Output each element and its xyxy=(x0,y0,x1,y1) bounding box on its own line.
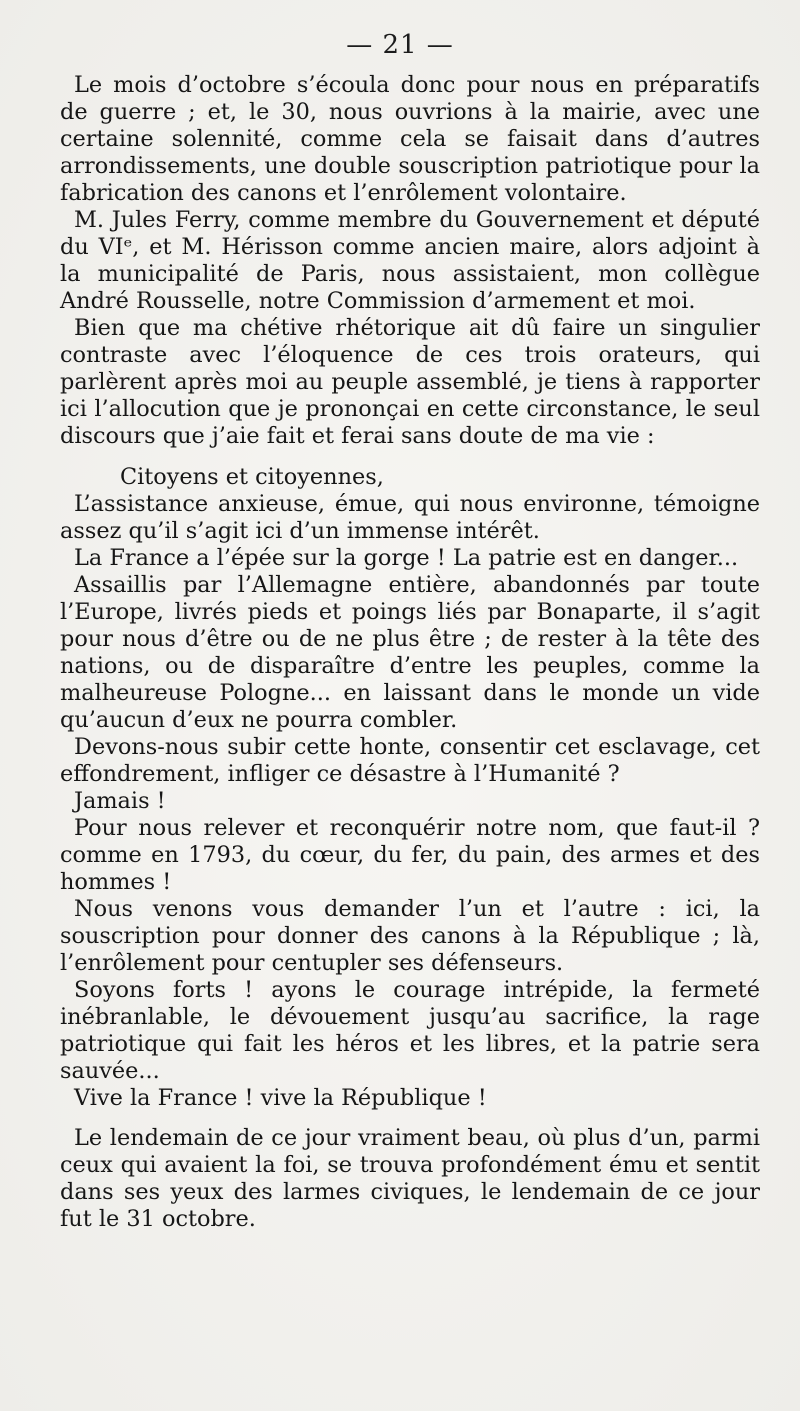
speech-paragraph: Assaillis par l’Allemagne entière, abandonnés par toute l’Europe, livrés pieds et poings liés par Bonaparte, il s’agit pour nous d’être ou de ne plus être ; de rester à la tête des nations, ou de disparaître d’entre les peuples, comme la malheureuse Pologne... en laissant dans le monde un vide qu’aucun d’eux ne pourra combler. xyxy=(60,572,760,733)
speech-paragraph: Nous venons vous demander l’un et l’autre : ici, la souscription pour donner des canons à la République ; là, l’enrôlement pour centupler ses défenseurs. xyxy=(60,896,760,976)
speech-paragraph: Jamais ! xyxy=(74,788,166,814)
speech-paragraph: La France a l’épée sur la gorge ! La patrie est en danger... xyxy=(74,545,739,571)
page-body xyxy=(60,72,760,1233)
speech-paragraph: Devons-nous subir cette honte, consentir cet esclavage, cet effondrement, infliger ce désastre à l’Humanité ? xyxy=(60,734,760,787)
page-number: — 21 — xyxy=(346,30,454,60)
speech-paragraph: Soyons forts ! ayons le courage intrépide, la fermeté inébranlable, le dévouement jusqu’au sacrifice, la rage patriotique qui fait les héros et les libres, et la patrie sera sauvée... xyxy=(60,977,760,1084)
speech-paragraph: L’assistance anxieuse, émue, qui nous environne, témoigne assez qu’il s’agit ici d’un immense intérêt. xyxy=(60,491,760,544)
paragraph-speech-intro: Bien que ma chétive rhétorique ait dû faire un singulier contraste avec l’éloquence de ces trois orateurs, qui parlèrent après moi au peuple assemblé, je tiens à rapporter ici l’allocution que je prononçai en cette circonstance, le seul discours que j’aie fait et ferai sans doute de ma vie : xyxy=(60,315,760,449)
speech-closing: Vive la France ! vive la République ! xyxy=(74,1085,487,1111)
speech-salutation: Citoyens et citoyennes, xyxy=(120,464,384,490)
paragraph-aftermath: Le lendemain de ce jour vraiment beau, où plus d’un, parmi ceux qui avaient la foi, se trouva profondément ému et sentit dans ses yeux des larmes civiques, le lendemain de ce jour fut le 31 octobre. xyxy=(60,1125,760,1232)
paragraph-attendees: M. Jules Ferry, comme membre du Gouvernement et député du VIᵉ, et M. Hérisson comme ancien maire, alors adjoint à la municipalité de Paris, nous assistaient, mon collègue André Rousselle, notre Commission d’armement et moi. xyxy=(60,207,760,314)
speech-paragraph: Pour nous relever et reconquérir notre nom, que faut-il ? comme en 1793, du cœur, du fer, du pain, des armes et des hommes ! xyxy=(60,815,760,895)
paragraph-mobilisation: Le mois d’octobre s’écoula donc pour nous en préparatifs de guerre ; et, le 30, nous ouvrions à la mairie, avec une certaine solennité, comme cela se faisait dans d’autres arrondissements, une double souscription patriotique pour la fabrication des canons et l’enrôlement volontaire. xyxy=(60,72,760,206)
